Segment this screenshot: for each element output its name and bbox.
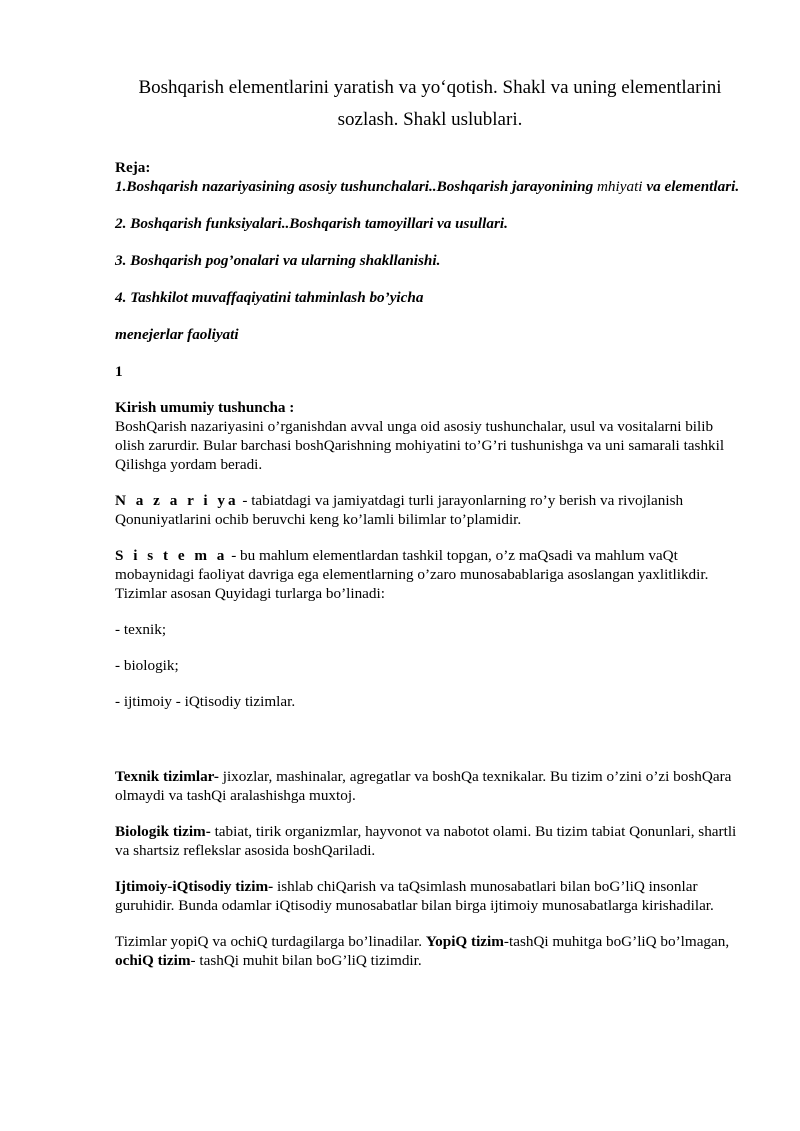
plan-item-4-line-1: 4. Tashkilot muvaffaqiyatini tahminlash bo’yicha xyxy=(115,289,424,306)
plan-item-1-text-c: va elementlari. xyxy=(642,178,740,195)
ochiq-tizim-term: ochiQ tizim xyxy=(115,952,191,969)
biologik-text: tabiat, tirik organizmlar, hayvonot va nabotot olami. Bu tizim tabiat Qonunlari, shartli va shartsiz reflekslar asosida boshQariladi. xyxy=(115,823,737,859)
texnik-definition xyxy=(115,767,745,805)
type-item-biologik: - biologik; xyxy=(115,657,179,674)
closing-text-c: - tashQi muhit bilan boG’liQ tizimdir. xyxy=(190,952,422,969)
plan-item-3: 3. Boshqarish pog’onalari va ularning shakllanishi. xyxy=(115,252,441,269)
sistema-term: S i s t e m a xyxy=(115,547,228,564)
closing-paragraph xyxy=(115,932,745,970)
plan-item-2: 2. Boshqarish funksiyalari..Boshqarish tamoyillari va usullari. xyxy=(115,215,508,232)
types-intro: Tizimlar asosan Quyidagi turlarga bo’linadi: xyxy=(115,585,385,602)
intro-paragraph: BoshQarish nazariyasini o’rganishdan avval unga oid asosiy tushunchalar, usul va vositalarni bilib olish zarurdir. Bular barchasi boshQarishning mohiyatini to’G’ri tushunishga va uni samarali tashkil Qilishga yordam beradi. xyxy=(115,418,725,473)
title-line-1: Boshqarish elementlarini yaratish va yo‘qotish. Shakl va uning elementlarini xyxy=(138,77,722,98)
plan-item-1-text-a: 1.Boshqarish nazariyasining asosiy tushunchalari..Boshqarish jarayonining xyxy=(115,178,597,195)
plan-item-1 xyxy=(115,177,745,196)
section-number: 1 xyxy=(115,363,123,380)
yopiq-tizim-term: YopiQ tizim xyxy=(425,933,504,950)
plan-item-4-line-2: menejerlar faoliyati xyxy=(115,326,239,343)
texnik-term: Texnik tizimlar- xyxy=(115,768,219,785)
closing-text-a: Tizimlar yopiQ va ochiQ turdagilarga bo’linadilar. xyxy=(115,933,426,950)
document-title xyxy=(110,72,750,136)
texnik-text: jixozlar, mashinalar, agregatlar va boshQa texnikalar. Bu tizim o’zini o’zi boshQara olmaydi va tashQi aralashishga muxtoj. xyxy=(115,768,732,804)
nazariya-text: - tabiatdagi va jamiyatdagi turli jarayonlarning ro’y berish va rivojlanish Qonuniyatlarini ochib beruvchi keng ko’lamli bilimlar to’plamidir. xyxy=(115,492,684,528)
ijtimoiy-term: Ijtimoiy-iQtisodiy tizim- xyxy=(115,878,274,895)
ijtimoiy-text: ishlab chiQarish va taQsimlash munosabatlari bilan boG’liQ insonlar guruhidir. Bunda odamlar iQtisodiy munosabatlar bilan birga ijtimoiy munosabatlarga kirishadilar. xyxy=(115,878,714,914)
intro-heading: Kirish umumiy tushuncha : xyxy=(115,399,295,416)
title-line-2: sozlash. Shakl uslublari. xyxy=(337,109,523,130)
sistema-text: - bu mahlum elementlardan tashkil topgan, o’z maQsadi va mahlum vaQt mobaynidagi faoliyat davriga ega elementlarning o’zaro munosabablariga asoslangan yaxlitlikdir. xyxy=(115,547,709,583)
closing-text-b: -tashQi muhitga boG’liQ bo’lmagan, xyxy=(503,933,730,950)
plan-heading: Reja: xyxy=(115,159,151,176)
biologik-definition xyxy=(115,822,745,860)
nazariya-definition xyxy=(115,491,745,529)
type-item-ijtimoiy: - ijtimoiy - iQtisodiy tizimlar. xyxy=(115,693,296,710)
sistema-definition xyxy=(115,546,745,584)
document-body xyxy=(115,158,745,970)
plan-item-1-text-b: mhiyati xyxy=(596,178,643,195)
type-item-texnik: - texnik; xyxy=(115,621,167,638)
nazariya-term: N a z a r i ya xyxy=(115,492,239,509)
biologik-term: Biologik tizim- xyxy=(115,823,211,840)
ijtimoiy-definition xyxy=(115,877,745,915)
